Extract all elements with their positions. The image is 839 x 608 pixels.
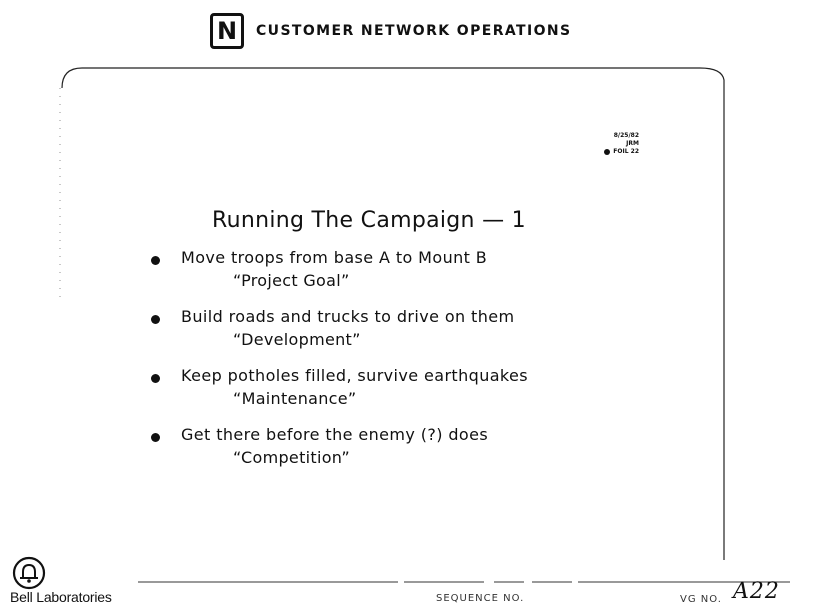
vg-number: A22 (733, 579, 780, 604)
company-logo (210, 13, 244, 49)
bullet-item (150, 307, 630, 366)
bullet-dot-icon (151, 433, 160, 442)
bullet-subtitle: “Competition” (233, 448, 350, 467)
foil-dot-icon (604, 149, 610, 155)
slide-title: Running The Campaign — 1 (212, 208, 526, 233)
bullet-list (150, 248, 630, 484)
foil-meta (604, 132, 639, 156)
foil-date: 8/25/82 (613, 132, 639, 139)
bullet-text: Get there before the enemy (?) does (181, 425, 489, 444)
vg-label: VG NO. (680, 594, 722, 605)
bullet-text: Build roads and trucks to drive on them (181, 307, 515, 326)
bullet-subtitle: “Project Goal” (233, 271, 350, 290)
header-title: CUSTOMER NETWORK OPERATIONS (256, 23, 572, 39)
bullet-item (150, 248, 630, 307)
sequence-label: SEQUENCE NO. (436, 593, 525, 604)
foil-number-label: FOIL 22 (613, 148, 639, 155)
bullet-subtitle: “Maintenance” (233, 389, 357, 408)
bullet-dot-icon (151, 256, 160, 265)
bullet-item (150, 366, 630, 425)
bullet-dot-icon (151, 374, 160, 383)
bell-icon (12, 556, 46, 590)
company-name: Bell Laboratories (10, 589, 112, 605)
foil-initials: JRM (626, 140, 639, 147)
bullet-item (150, 425, 630, 484)
foil-number (604, 148, 639, 156)
bullet-text: Keep potholes filled, survive earthquakes (181, 366, 529, 385)
logo-letter: N (216, 17, 238, 45)
header (210, 12, 572, 50)
bullet-subtitle: “Development” (233, 330, 361, 349)
bullet-dot-icon (151, 315, 160, 324)
bullet-text: Move troops from base A to Mount B (181, 248, 488, 267)
